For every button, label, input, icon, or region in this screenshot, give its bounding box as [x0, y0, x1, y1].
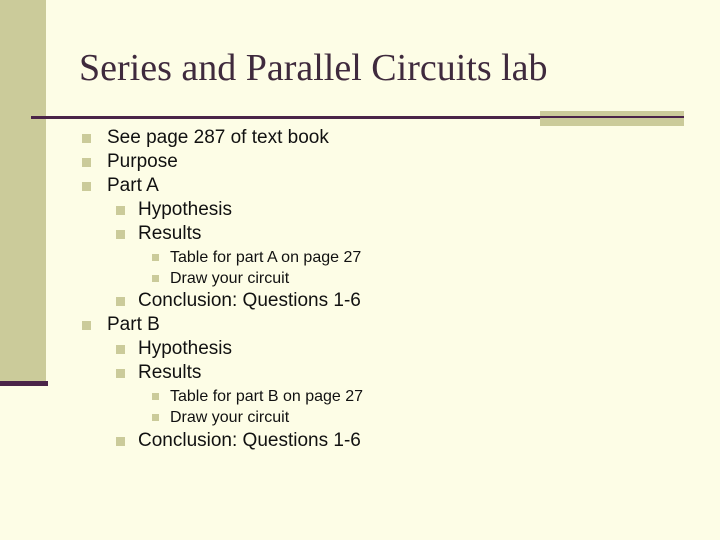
slide-title: Series and Parallel Circuits lab: [79, 47, 548, 89]
square-bullet-icon: [82, 321, 91, 330]
square-bullet-icon: [152, 275, 159, 282]
bullet-part-b-draw: [170, 407, 289, 428]
title-divider-accent-bottom: [540, 118, 684, 126]
bullet-text: Table for part B on page 27: [170, 388, 364, 405]
bullet-text: Results: [138, 362, 202, 383]
bullet-text: Draw your circuit: [170, 409, 290, 426]
bullet-text: Hypothesis: [138, 338, 232, 359]
bullet-text: Hypothesis: [138, 199, 232, 220]
square-bullet-icon: [116, 345, 125, 354]
bullet-part-b-conclusion: [138, 429, 361, 453]
left-accent-band: [0, 0, 46, 382]
square-bullet-icon: [116, 206, 125, 215]
square-bullet-icon: [116, 297, 125, 306]
bullet-part-a-results: [138, 222, 201, 246]
square-bullet-icon: [82, 182, 91, 191]
square-bullet-icon: [116, 437, 125, 446]
bullet-text: Purpose: [107, 151, 178, 172]
bullet-purpose: [107, 150, 178, 174]
bullet-text: Draw your circuit: [170, 270, 290, 287]
bullet-text: See page 287 of text book: [107, 127, 329, 148]
square-bullet-icon: [82, 158, 91, 167]
title-divider-line: [31, 116, 540, 119]
bullet-part-a: [107, 174, 159, 198]
bullet-part-a-table: [170, 247, 361, 268]
square-bullet-icon: [152, 254, 159, 261]
bullet-see-page: [107, 126, 329, 150]
square-bullet-icon: [116, 369, 125, 378]
square-bullet-icon: [152, 393, 159, 400]
bullet-text: Conclusion: Questions 1-6: [138, 430, 361, 451]
bullet-text: Conclusion: Questions 1-6: [138, 290, 361, 311]
square-bullet-icon: [82, 134, 91, 143]
bullet-part-a-draw: [170, 268, 289, 289]
square-bullet-icon: [152, 414, 159, 421]
bullet-part-b: [107, 313, 160, 337]
bullet-part-a-hypothesis: [138, 198, 232, 222]
bullet-part-a-conclusion: [138, 289, 361, 313]
bullet-text: Part A: [107, 175, 159, 196]
bullet-text: Table for part A on page 27: [170, 249, 362, 266]
bullet-part-b-hypothesis: [138, 337, 232, 361]
bullet-text: Part B: [107, 314, 160, 335]
square-bullet-icon: [116, 230, 125, 239]
bullet-text: Results: [138, 223, 202, 244]
bullet-part-b-table: [170, 386, 363, 407]
left-accent-band-base: [0, 381, 48, 386]
bullet-part-b-results: [138, 361, 201, 385]
